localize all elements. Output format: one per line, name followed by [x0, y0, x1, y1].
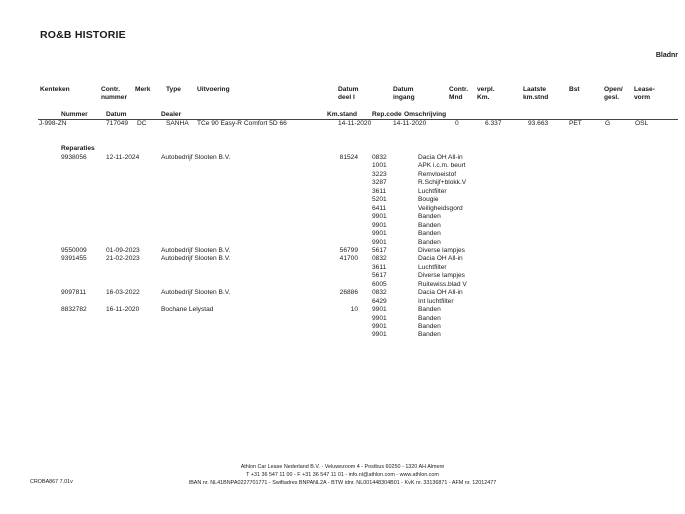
repair-code: 6411	[372, 204, 387, 212]
repair-date: 01-09-2023	[106, 246, 140, 254]
repair-code: 9901	[372, 314, 387, 322]
repair-km: 56799	[339, 246, 358, 254]
header-kmstand: Km.stand	[327, 111, 358, 118]
repair-description: Banden	[418, 213, 441, 221]
repair-description: Luchtfilter	[418, 187, 447, 195]
header-uitvoering: Uitvoering	[197, 86, 230, 93]
header-type: Type	[166, 86, 181, 93]
repair-description: Veiligheidsgord	[418, 204, 463, 212]
header-dealer: Dealer	[161, 111, 182, 118]
footer-address: Athlon Car Lease Nederland B.V. - Veluwezoom 4 - Postbus 60250 - 1320 AH Almere	[240, 464, 445, 470]
vehicle-datum-ingang: 14-11-2020	[393, 120, 427, 127]
repair-code: 0832	[372, 154, 387, 161]
repair-description: Banden	[418, 238, 441, 246]
repair-description: Banden	[418, 323, 441, 330]
header-verpl-km: verpl. Km.	[477, 86, 495, 102]
repair-description: Dacia OH All-in	[418, 154, 463, 161]
header-merk: Merk	[135, 86, 151, 93]
repair-description: Luchtfilter	[418, 263, 447, 271]
repair-description: Ruitewiss.blad V	[418, 280, 467, 288]
repair-code: 1001	[372, 162, 387, 170]
repair-code: 9901	[372, 323, 387, 330]
repair-description: Dacia OH All-in	[418, 289, 463, 297]
vehicle-bst: PET	[569, 120, 582, 127]
repair-description: APK i.c.m. beurt	[418, 162, 466, 170]
vehicle-contract: 717049	[106, 120, 129, 127]
header-contr-mnd: Contr. Mnd	[449, 86, 469, 102]
vehicle-open-gesl: G	[605, 120, 611, 127]
repair-code: 3611	[372, 263, 387, 271]
repair-description: Int luchtfilter	[418, 297, 454, 305]
repair-dealer: Autobedrijf Slooten B.V.	[161, 154, 231, 161]
repair-code: 9901	[372, 230, 387, 238]
repair-code: 9901	[372, 221, 387, 229]
repair-description: Diverse lampjes	[418, 246, 465, 254]
vehicle-lease-vorm: OSL	[635, 120, 649, 127]
repair-date: 16-11-2020	[106, 306, 140, 314]
repair-dealer: Autobedrijf Slooten B.V.	[161, 289, 231, 297]
repair-description: Banden	[418, 306, 441, 314]
repair-code: 9901	[372, 331, 387, 339]
repair-number: 9391455	[61, 255, 87, 263]
repair-code: 0832	[372, 289, 387, 297]
header-omschrijving: Omschrijving	[404, 111, 447, 118]
repair-dealer: Autobedrijf Slooten B.V.	[161, 255, 231, 263]
sheet-number-label: Bladnr	[655, 52, 678, 59]
repair-code: 3287	[372, 179, 387, 187]
repair-date: 21-02-2023	[106, 255, 140, 263]
repair-code: 5201	[372, 196, 387, 204]
repair-number: 9550009	[61, 246, 87, 254]
vehicle-merk: DC	[137, 120, 147, 127]
vehicle-contr-mnd: 0	[455, 120, 459, 127]
repair-code: 6429	[372, 297, 387, 305]
header-datum: Datum	[106, 111, 127, 118]
repair-code: 6005	[372, 280, 387, 288]
footer-registration: IBAN nr. NL41BNPA0227701771 - Swiftadres BNPANL2A - BTW idnr. NL001448304B01 - KvK nr. 33136871 - AFM nr. 12012477	[188, 480, 497, 486]
vehicle-laatste-kmstnd: 93.663	[528, 120, 549, 127]
header-kenteken: Kenteken	[40, 86, 70, 93]
repair-number: 9097811	[61, 289, 87, 297]
header-lease-vorm: Lease- vorm	[634, 86, 655, 102]
repair-dealer: Bochane Lelystad	[161, 306, 214, 314]
header-open-gesl: Open/ gesl.	[604, 86, 623, 102]
repair-description: Diverse lampjes	[418, 272, 465, 280]
repair-description: Remvloeistof	[418, 170, 457, 178]
repair-description: R.Schijf+blokk.V	[418, 179, 467, 187]
header-datum-deel1: Datum deel I	[338, 86, 359, 102]
repair-km: 81524	[339, 154, 358, 161]
repair-code: 9901	[372, 213, 387, 221]
repair-code: 5617	[372, 246, 387, 254]
repair-description: Banden	[418, 221, 441, 229]
repair-description: Banden	[418, 331, 441, 339]
repair-description: Banden	[418, 314, 441, 322]
repair-date: 12-11-2024	[106, 154, 140, 161]
vehicle-verpl-km: 6.337	[485, 120, 502, 127]
repair-code: 0832	[372, 255, 387, 263]
repair-date: 16-03-2022	[106, 289, 140, 297]
vehicle-uitvoering: TCe 90 Easy-R Comfort 5D 66	[197, 120, 287, 127]
repair-km: 41700	[339, 255, 358, 263]
repair-number: 9938056	[61, 154, 87, 161]
header-nummer: Nummer	[61, 111, 88, 118]
header-repcode: Rep.code	[372, 111, 402, 118]
vehicle-type: SANHA	[166, 120, 189, 127]
report-title: RO&B HISTORIE	[40, 29, 126, 41]
repair-km: 26886	[339, 289, 358, 297]
repair-code: 9901	[372, 238, 387, 246]
header-datum-ingang: Datum ingang	[393, 86, 415, 102]
repair-dealer: Autobedrijf Slooten B.V.	[161, 246, 231, 254]
header-laatste-kmstnd: Laatste km.stnd	[523, 86, 549, 102]
header-bst: Bst	[569, 86, 580, 93]
repair-description: Dacia OH All-in	[418, 255, 463, 263]
repair-code: 3223	[372, 170, 387, 178]
repair-number: 8832782	[61, 306, 87, 314]
repair-code: 5617	[372, 272, 387, 280]
repairs-section-label: Reparaties	[61, 145, 95, 152]
repair-km: 10	[350, 306, 358, 314]
footer-contact: T +31 36 547 11 00 - F +31 36 547 11 01 - info.nl@athlon.com - www.athlon.com	[246, 472, 439, 478]
vehicle-kenteken: J-998-ZN	[39, 120, 67, 127]
vehicle-datum-deel1: 14-11-2020	[338, 120, 372, 127]
repair-description: Banden	[418, 230, 441, 238]
form-version: CROBA867 7.01v	[30, 479, 73, 485]
repair-description: Bougie	[418, 196, 439, 204]
header-contr-nummer: Contr. nummer	[101, 86, 128, 102]
repair-code: 9901	[372, 306, 387, 314]
repair-code: 3611	[372, 187, 387, 195]
